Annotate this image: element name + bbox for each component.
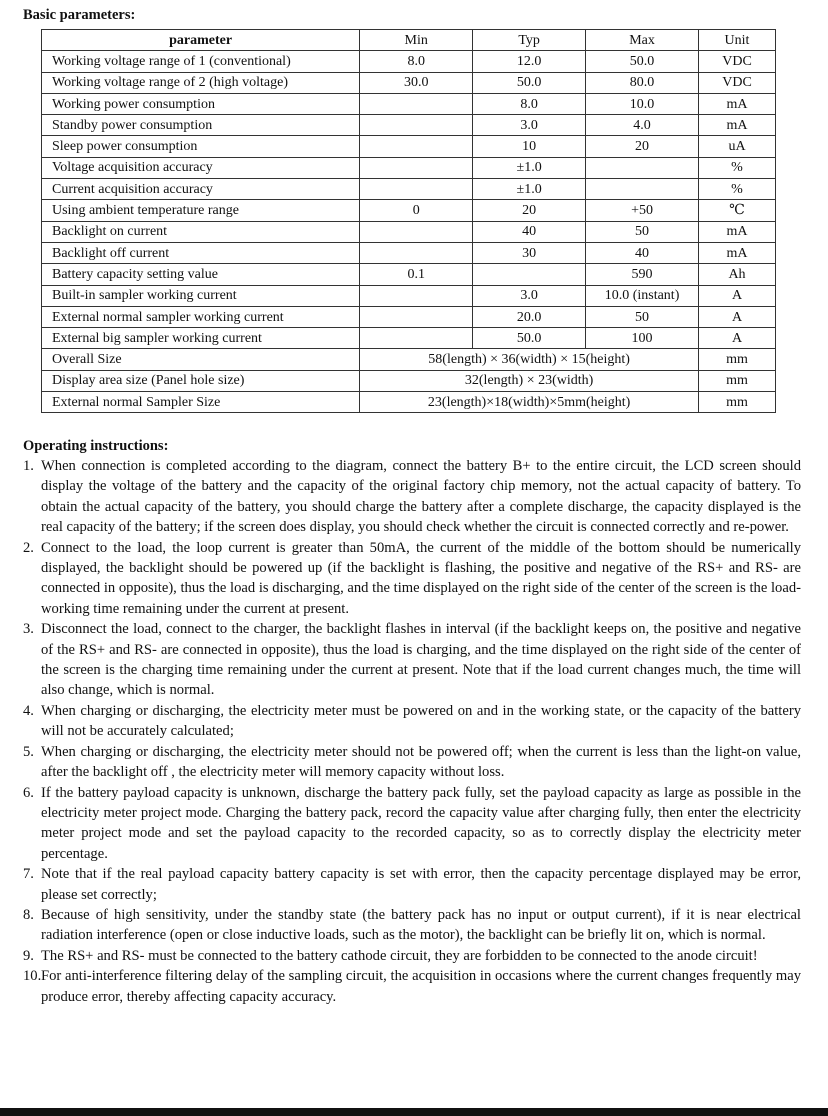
instruction-item <box>23 905 801 946</box>
max-cell: 590 <box>586 264 699 285</box>
table-row <box>42 157 776 178</box>
instruction-text: Note that if the real payload capacity battery capacity is set with error, then the capacity percentage displayed may be error, please set correctly; <box>41 866 801 903</box>
value-cell: 23(length)×18(width)×5mm(height) <box>360 392 699 413</box>
table-row <box>42 221 776 242</box>
typ-cell <box>473 264 586 285</box>
unit-cell: mA <box>699 115 776 136</box>
instruction-text: If the battery payload capacity is unknown, discharge the battery pack fully, set the payload capacity as large as possible in the electricity meter project mode. Charging the battery pack, record the capacity value after charging fully, then enter the electricity meter project mode and set the payload capacity to the recorded capacity, so as to correctly display the electricity meter percentage. <box>41 784 801 862</box>
max-cell: 100 <box>586 328 699 349</box>
typ-cell: 3.0 <box>473 115 586 136</box>
parameters-table <box>41 29 776 413</box>
instruction-item <box>23 783 801 865</box>
parameter-cell: Overall Size <box>42 349 360 370</box>
instruction-number: 3. <box>23 621 34 638</box>
table-row <box>42 392 776 413</box>
typ-cell: ±1.0 <box>473 157 586 178</box>
unit-cell: VDC <box>699 72 776 93</box>
max-cell: 10.0 (instant) <box>586 285 699 306</box>
unit-cell: A <box>699 328 776 349</box>
max-cell: 10.0 <box>586 93 699 114</box>
parameter-cell: Battery capacity setting value <box>42 264 360 285</box>
unit-cell: mA <box>699 242 776 263</box>
instruction-text: Connect to the load, the loop current is greater than 50mA, the current of the middle of the bottom should be numerically displayed, the backlight should be powered up (if the backlight is flashing, the positive and negative of the RS+ and RS- are connected in opposite), thus the load is discharging, and the time displayed on the right side of the center of the screen is the load-working time remaining under the current at present. <box>41 539 801 617</box>
instruction-item <box>23 864 801 905</box>
max-cell <box>586 179 699 200</box>
table-row <box>42 136 776 157</box>
parameter-cell: Working voltage range of 2 (high voltage) <box>42 72 360 93</box>
table-row <box>42 72 776 93</box>
max-cell: 40 <box>586 242 699 263</box>
typ-cell: 40 <box>473 221 586 242</box>
typ-cell: 8.0 <box>473 93 586 114</box>
parameter-cell: Backlight off current <box>42 242 360 263</box>
instruction-item <box>23 946 801 966</box>
parameter-cell: Display area size (Panel hole size) <box>42 370 360 391</box>
header-parameter: parameter <box>42 30 360 51</box>
value-cell: 32(length) × 23(width) <box>360 370 699 391</box>
bottom-border <box>0 1108 828 1116</box>
table-header-row <box>42 30 776 51</box>
min-cell: 0.1 <box>360 264 473 285</box>
instruction-text: For anti-interference filtering delay of the sampling circuit, the acquisition in occasions where the current changes frequently may produce error, thereby affecting capacity accuracy. <box>41 968 801 1005</box>
table-row <box>42 328 776 349</box>
parameter-cell: External normal sampler working current <box>42 306 360 327</box>
unit-cell: mA <box>699 221 776 242</box>
typ-cell: 20.0 <box>473 306 586 327</box>
instruction-number: 2. <box>23 539 34 556</box>
unit-cell: mm <box>699 370 776 391</box>
instruction-item <box>23 966 801 1007</box>
max-cell: 50.0 <box>586 51 699 72</box>
table-row <box>42 115 776 136</box>
typ-cell: 50.0 <box>473 72 586 93</box>
instruction-number: 5. <box>23 743 34 760</box>
operating-instructions-heading: Operating instructions: <box>23 438 169 454</box>
min-cell <box>360 179 473 200</box>
parameter-cell: Standby power consumption <box>42 115 360 136</box>
instruction-text: The RS+ and RS- must be connected to the battery cathode circuit, they are forbidden to be connected to the anode circuit! <box>41 947 758 964</box>
parameter-cell: Sleep power consumption <box>42 136 360 157</box>
parameter-cell: Using ambient temperature range <box>42 200 360 221</box>
parameter-cell: Backlight on current <box>42 221 360 242</box>
value-cell: 58(length) × 36(width) × 15(height) <box>360 349 699 370</box>
table-row <box>42 264 776 285</box>
parameter-cell: Voltage acquisition accuracy <box>42 157 360 178</box>
unit-cell: mm <box>699 392 776 413</box>
instruction-number: 7. <box>23 866 34 883</box>
table-row <box>42 285 776 306</box>
unit-cell: uA <box>699 136 776 157</box>
typ-cell: 50.0 <box>473 328 586 349</box>
instruction-text: When charging or discharging, the electricity meter should not be powered off; when the current is less than the light-on value, after the backlight off , the electricity meter will memory capacity without loss. <box>41 743 801 781</box>
table-row <box>42 370 776 391</box>
instruction-number: 6. <box>23 784 34 801</box>
typ-cell: 10 <box>473 136 586 157</box>
instruction-number: 4. <box>23 702 34 719</box>
table-row <box>42 179 776 200</box>
table-row <box>42 349 776 370</box>
table-row <box>42 306 776 327</box>
parameter-cell: Built-in sampler working current <box>42 285 360 306</box>
instruction-text: Because of high sensitivity, under the standby state (the battery pack has no input or output current), if it is near electrical radiation interference (open or close inductive loads, such as the motor), the backlight can be briefly lit on, which is normal. <box>41 906 801 944</box>
max-cell: +50 <box>586 200 699 221</box>
instruction-item <box>23 701 801 742</box>
instruction-text: Disconnect the load, connect to the charger, the backlight flashes in interval (if the backlight keeps on, the positive and negative of the RS+ and RS- are connected in opposite), thus the load is charging, and the time displayed on the right side of the center of the screen is the charging time remaining under the current at present. Note that if the load current changes much, the time will also change, which is normal. <box>41 621 801 699</box>
instruction-number: 8. <box>23 906 34 923</box>
header-min: Min <box>360 30 473 51</box>
instruction-item <box>23 619 801 701</box>
typ-cell: ±1.0 <box>473 179 586 200</box>
table-row <box>42 51 776 72</box>
unit-cell: mm <box>699 349 776 370</box>
max-cell: 4.0 <box>586 115 699 136</box>
min-cell <box>360 136 473 157</box>
instruction-text: When charging or discharging, the electricity meter must be powered on and in the working state, or the capacity of the battery will not be accurately calculated; <box>41 702 801 740</box>
typ-cell: 30 <box>473 242 586 263</box>
min-cell <box>360 93 473 114</box>
parameter-cell: External big sampler working current <box>42 328 360 349</box>
header-max: Max <box>586 30 699 51</box>
unit-cell: VDC <box>699 51 776 72</box>
max-cell: 50 <box>586 306 699 327</box>
unit-cell: A <box>699 285 776 306</box>
typ-cell: 3.0 <box>473 285 586 306</box>
unit-cell: % <box>699 157 776 178</box>
unit-cell: Ah <box>699 264 776 285</box>
unit-cell: % <box>699 179 776 200</box>
min-cell: 0 <box>360 200 473 221</box>
parameter-cell: Working power consumption <box>42 93 360 114</box>
table-row <box>42 200 776 221</box>
min-cell <box>360 221 473 242</box>
parameter-cell: Working voltage range of 1 (conventional) <box>42 51 360 72</box>
table-row <box>42 93 776 114</box>
header-typ: Typ <box>473 30 586 51</box>
parameter-cell: Current acquisition accuracy <box>42 179 360 200</box>
instruction-number: 1. <box>23 458 34 474</box>
max-cell: 50 <box>586 221 699 242</box>
min-cell: 8.0 <box>360 51 473 72</box>
min-cell <box>360 328 473 349</box>
unit-cell: mA <box>699 93 776 114</box>
header-unit: Unit <box>699 30 776 51</box>
min-cell <box>360 242 473 263</box>
instruction-number: 9. <box>23 947 34 964</box>
min-cell <box>360 306 473 327</box>
max-cell <box>586 157 699 178</box>
instruction-item <box>23 456 801 538</box>
typ-cell: 20 <box>473 200 586 221</box>
parameter-cell: External normal Sampler Size <box>42 392 360 413</box>
instruction-item <box>23 538 801 620</box>
min-cell <box>360 115 473 136</box>
max-cell: 80.0 <box>586 72 699 93</box>
unit-cell: A <box>699 306 776 327</box>
instruction-text: When connection is completed according to the diagram, connect the battery B+ to the entire circuit, the LCD screen should display the voltage of the battery and the capacity of the original factory chip memory, not the actual capacity of battery. To obtain the actual capacity of the battery, you should charge the battery after a complete discharge, the capacity displayed is the real capacity of the battery; if the screen does display, you should check whether the circuit is connected correctly and re-power. <box>41 458 801 536</box>
basic-parameters-heading: Basic parameters: <box>23 7 136 23</box>
min-cell <box>360 285 473 306</box>
typ-cell: 12.0 <box>473 51 586 72</box>
instruction-item <box>23 742 801 783</box>
min-cell <box>360 157 473 178</box>
min-cell: 30.0 <box>360 72 473 93</box>
table-row <box>42 242 776 263</box>
instruction-number: 10. <box>23 968 42 985</box>
unit-cell: ℃ <box>699 200 776 221</box>
instructions-list <box>23 456 801 1007</box>
max-cell: 20 <box>586 136 699 157</box>
